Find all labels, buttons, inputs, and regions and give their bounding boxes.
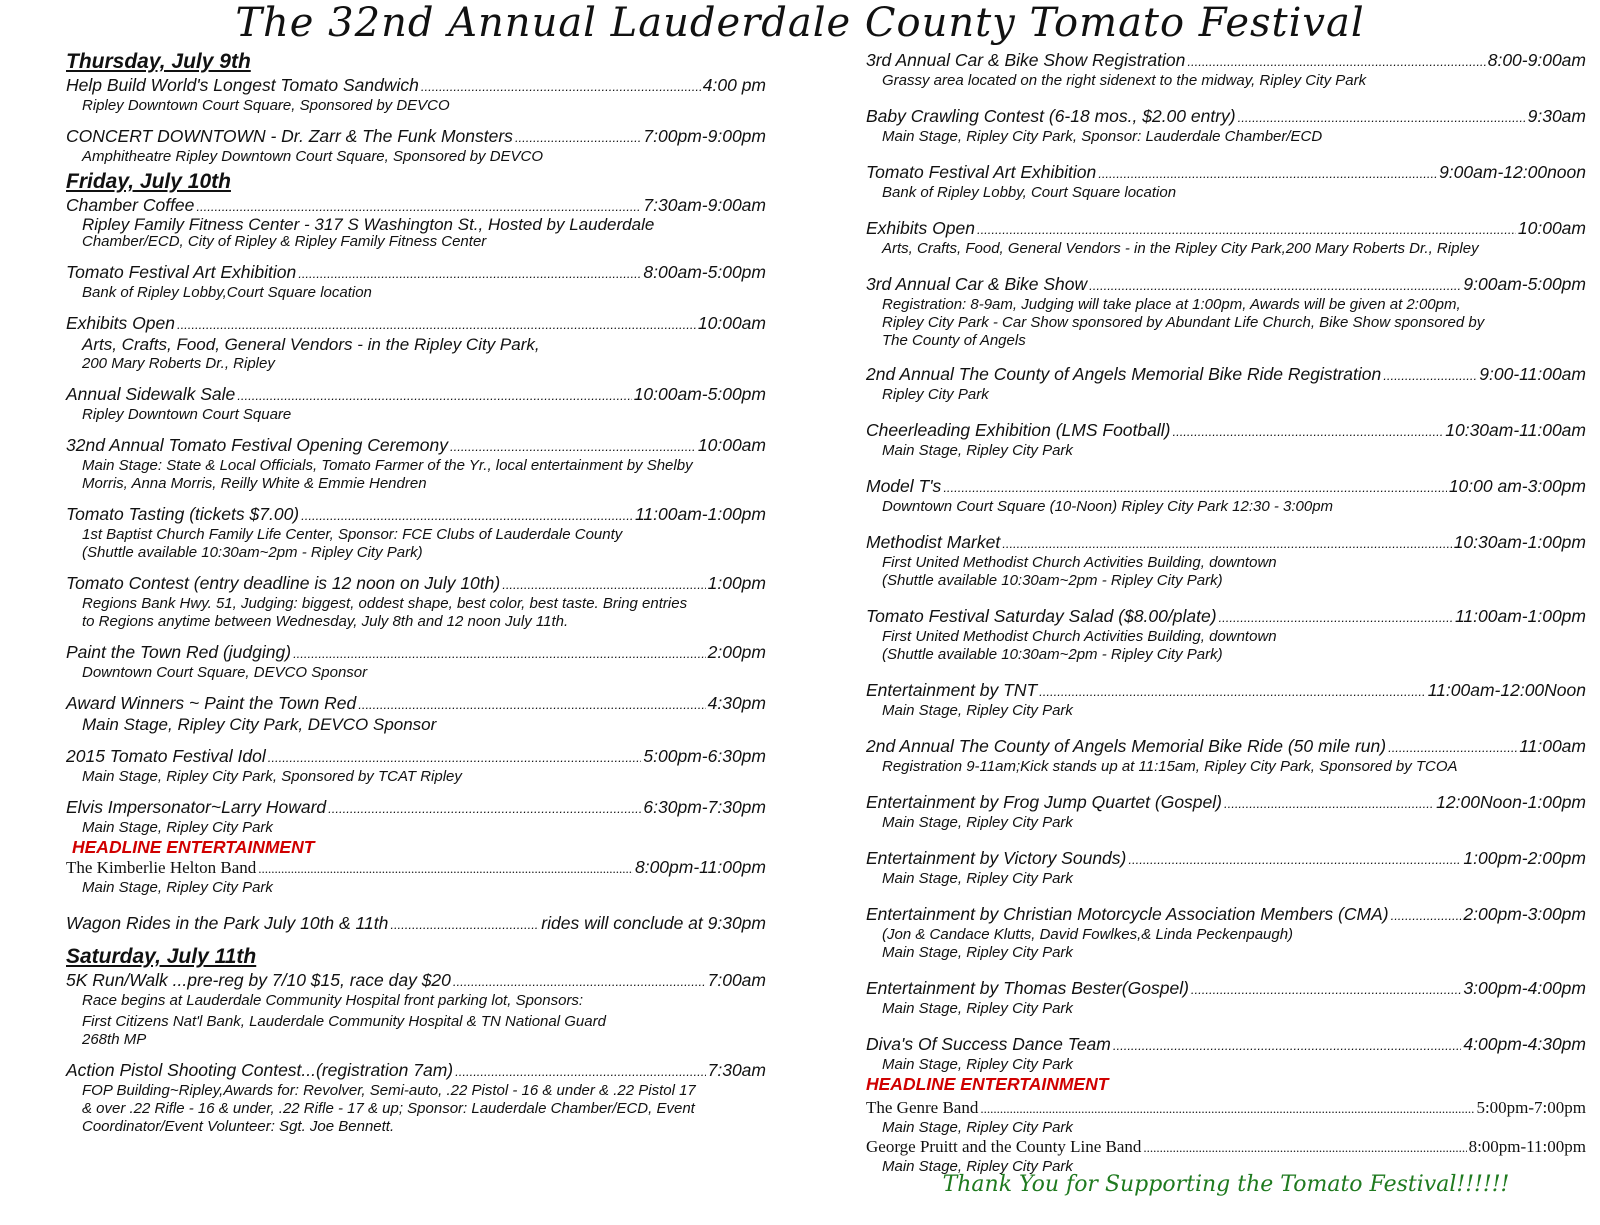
event-detail: Main Stage, Ripley City Park — [882, 1158, 1073, 1175]
day-heading-thursday: Thursday, July 9th — [66, 50, 251, 73]
event-time: 5:00pm-6:30pm — [643, 746, 766, 766]
event-time: 10:00am — [697, 435, 766, 455]
event-name: George Pruitt and the County Line Band — [866, 1137, 1142, 1156]
event-detail: Main Stage, Ripley City Park — [882, 1000, 1073, 1017]
event-detail: Bank of Ripley Lobby, Court Square location — [882, 184, 1177, 201]
event-victory-sounds — [866, 848, 1586, 888]
page-title: The 32nd Annual Lauderdale County Tomato Festival — [235, 0, 1365, 46]
event-detail: Ripley City Park — [882, 386, 989, 403]
event-exhibits-open — [66, 313, 766, 373]
event-time: 8:00-9:00am — [1487, 50, 1586, 70]
event-detail: 268th MP — [82, 1031, 147, 1048]
event-detail: Main Stage, Ripley City Park, Sponsor: Lauderdale Chamber/ECD — [882, 128, 1323, 145]
event-detail: Morris, Anna Morris, Reilly White & Emmie Hendren — [82, 475, 427, 492]
event-detail: Registration: 8-9am, Judging will take place at 1:00pm, Awards will be given at 2:00pm, — [882, 296, 1461, 313]
event-time: 10:00am-5:00pm — [633, 384, 766, 404]
event-opening-ceremony — [66, 435, 766, 493]
event-time: 6:30pm-7:30pm — [643, 797, 766, 817]
event-thomas-bester — [866, 978, 1586, 1018]
event-detail: Ripley Family Fitness Center - 317 S Washington St., Hosted by Lauderdale — [82, 215, 655, 234]
event-name: Baby Crawling Contest (6-18 mos., $2.00 entry) — [866, 106, 1236, 126]
event-detail: Main Stage: State & Local Officials, Tomato Farmer of the Yr., local entertainment by Shelby — [82, 457, 693, 474]
event-name: Paint the Town Red (judging) — [66, 642, 292, 662]
event-detail: Registration 9-11am;Kick stands up at 11:15am, Ripley City Park, Sponsored by TCOA — [882, 758, 1458, 775]
event-detail: (Jon & Candace Klutts, David Fowlkes,& Linda Peckenpaugh) — [882, 926, 1294, 943]
event-name: Exhibits Open — [66, 313, 175, 333]
event-name: Chamber Coffee — [66, 195, 195, 215]
event-name: 2nd Annual The County of Angels Memorial Bike Ride Registration — [866, 364, 1382, 384]
event-name: Elvis Impersonator~Larry Howard — [66, 797, 327, 817]
event-detail: Main Stage, Ripley City Park — [82, 879, 273, 896]
event-time: 9:00-11:00am — [1479, 364, 1586, 384]
event-name: Cheerleading Exhibition (LMS Football) — [866, 420, 1171, 440]
event-tomato-contest — [66, 573, 766, 631]
event-time: 11:00am-1:00pm — [1454, 606, 1586, 626]
event-detail: (Shuttle available 10:30am~2pm - Ripley City Park) — [882, 646, 1223, 663]
event-detail: Regions Bank Hwy. 51, Judging: biggest, oddest shape, best color, best taste. Bring entries — [82, 595, 688, 612]
event-name: The Genre Band — [866, 1098, 979, 1117]
event-detail: & over .22 Rifle - 16 & under, .22 Rifle - 17 & up; Sponsor: Lauderdale Chamber/ECD, Event — [82, 1100, 695, 1117]
event-detail: First United Methodist Church Activities Building, downtown — [882, 554, 1277, 571]
event-time: 4:00 pm — [702, 75, 766, 95]
event-detail: Downtown Court Square (10-Noon) Ripley City Park 12:30 - 3:00pm — [882, 498, 1334, 515]
event-time: 8:00pm-11:00pm — [634, 857, 766, 877]
event-name: Entertainment by Christian Motorcycle Association Members (CMA) — [866, 904, 1389, 924]
event-time: 12:00Noon-1:00pm — [1436, 792, 1586, 812]
event-detail: Chamber/ECD, City of Ripley & Ripley Family Fitness Center — [82, 233, 487, 250]
event-frog-jump — [866, 792, 1586, 832]
event-name: Tomato Festival Art Exhibition — [66, 262, 297, 282]
event-detail: Ripley City Park - Car Show sponsored by Abundant Life Church, Bike Show sponsored by — [882, 314, 1485, 331]
event-name: Diva's Of Success Dance Team — [866, 1034, 1111, 1054]
event-time: 7:00am — [707, 970, 766, 990]
event-detail: Main Stage, Ripley City Park — [82, 819, 273, 836]
event-time: 7:00pm-9:00pm — [643, 126, 766, 146]
event-detail: First United Methodist Church Activities Building, downtown — [882, 628, 1277, 645]
event-name: Help Build World's Longest Tomato Sandwich — [66, 75, 419, 95]
event-time: 4:30pm — [707, 693, 766, 713]
event-detail: (Shuttle available 10:30am~2pm - Ripley City Park) — [882, 572, 1223, 589]
event-award-winners — [66, 693, 766, 735]
event-chamber-coffee — [66, 195, 766, 251]
event-bike-ride — [866, 736, 1586, 776]
event-name: Entertainment by Victory Sounds) — [866, 848, 1127, 868]
event-detail: 1st Baptist Church Family Life Center, Sponsor: FCE Clubs of Lauderdale County — [82, 526, 623, 543]
event-time: 8:00pm-11:00pm — [1468, 1137, 1586, 1156]
event-time: 1:00pm — [707, 573, 766, 593]
event-time: 9:00am-12:00noon — [1439, 162, 1586, 182]
event-name: 2nd Annual The County of Angels Memorial Bike Ride (50 mile run) — [866, 736, 1387, 756]
event-name: Wagon Rides in the Park July 10th & 11th — [66, 913, 389, 933]
event-name: Model T's — [866, 476, 942, 496]
event-detail: (Shuttle available 10:30am~2pm - Ripley City Park) — [82, 544, 423, 561]
event-detail: Main Stage, Ripley City Park, DEVCO Sponsor — [82, 715, 437, 734]
event-sandwich — [66, 75, 766, 115]
event-name: Tomato Festival Art Exhibition — [866, 162, 1097, 182]
event-bike-ride-registration — [866, 364, 1586, 404]
event-festival-idol — [66, 746, 766, 786]
event-detail: Bank of Ripley Lobby,Court Square location — [82, 284, 372, 301]
event-detail: 200 Mary Roberts Dr., Ripley — [82, 355, 275, 372]
event-baby-crawling — [866, 106, 1586, 146]
event-george-pruitt — [866, 1137, 1586, 1176]
event-time: 10:30am-1:00pm — [1453, 532, 1586, 552]
event-time: 8:00am-5:00pm — [643, 262, 766, 282]
event-time: 4:00pm-4:30pm — [1463, 1034, 1586, 1054]
event-pistol-contest — [66, 1060, 766, 1136]
event-name: Exhibits Open — [866, 218, 975, 238]
event-detail: Coordinator/Event Volunteer: Sgt. Joe Bennett. — [82, 1118, 395, 1135]
event-concert — [66, 126, 766, 166]
event-name: 32nd Annual Tomato Festival Opening Ceremony — [66, 435, 448, 455]
event-5k-run — [66, 970, 766, 1049]
event-time: 9:30am — [1527, 106, 1586, 126]
event-name: The Kimberlie Helton Band — [66, 858, 257, 877]
event-time: rides will conclude at 9:30pm — [541, 913, 766, 933]
event-model-t — [866, 476, 1586, 516]
event-divas — [866, 1034, 1586, 1074]
event-name: Tomato Tasting (tickets $7.00) — [66, 504, 300, 524]
event-detail: First Citizens Nat'l Bank, Lauderdale Community Hospital & TN National Guard — [82, 1013, 606, 1030]
event-detail: Race begins at Lauderdale Community Hospital front parking lot, Sponsors: — [82, 992, 584, 1009]
event-detail: Main Stage, Ripley City Park — [882, 1056, 1073, 1073]
event-detail: The County of Angels — [882, 332, 1026, 349]
event-detail: Main Stage, Ripley City Park — [882, 1119, 1073, 1136]
event-name: Entertainment by Thomas Bester(Gospel) — [866, 978, 1189, 998]
event-time: 7:30am-9:00am — [643, 195, 766, 215]
event-methodist-market — [866, 532, 1586, 590]
event-detail: Amphitheatre Ripley Downtown Court Square, Sponsored by DEVCO — [82, 148, 544, 165]
event-paint-town — [66, 642, 766, 682]
headline-label-saturday: HEADLINE ENTERTAINMENT — [866, 1074, 1109, 1094]
event-name: Tomato Festival Saturday Salad ($8.00/plate) — [866, 606, 1217, 626]
event-name: 3rd Annual Car & Bike Show — [866, 274, 1088, 294]
event-cma — [866, 904, 1586, 962]
event-tomato-tasting — [66, 504, 766, 562]
event-name: 5K Run/Walk ...pre-reg by 7/10 $15, race day $20 — [66, 970, 451, 990]
event-detail: FOP Building~Ripley,Awards for: Revolver, Semi-auto, .22 Pistol - 16 & under & .22 Pistol 17 — [82, 1082, 696, 1099]
event-detail: Downtown Court Square, DEVCO Sponsor — [82, 664, 368, 681]
event-time: 11:00am — [1519, 736, 1586, 756]
event-detail: Ripley Downtown Court Square, Sponsored by DEVCO — [82, 97, 450, 114]
event-detail: to Regions anytime between Wednesday, July 8th and 12 noon July 11th. — [82, 613, 569, 630]
event-name: Action Pistol Shooting Contest...(registration 7am) — [66, 1060, 454, 1080]
event-time: 10:00am — [697, 313, 766, 333]
headline-label-friday: HEADLINE ENTERTAINMENT — [72, 837, 315, 857]
event-elvis — [66, 797, 766, 837]
event-time: 10:30am-11:00am — [1445, 420, 1586, 440]
event-detail: Main Stage, Ripley City Park — [882, 870, 1073, 887]
event-name: Tomato Contest (entry deadline is 12 noon on July 10th) — [66, 573, 501, 593]
event-time: 5:00pm-7:00pm — [1476, 1098, 1586, 1117]
event-detail: Arts, Crafts, Food, General Vendors - in the Ripley City Park, — [82, 335, 540, 354]
event-art-exhibition — [66, 262, 766, 302]
event-exhibits-open-sat — [866, 218, 1586, 258]
day-heading-friday: Friday, July 10th — [66, 170, 231, 193]
left-column — [66, 46, 766, 1136]
event-car-bike-show — [866, 274, 1586, 350]
event-time: 11:00am-12:00Noon — [1427, 680, 1586, 700]
event-tnt — [866, 680, 1586, 720]
event-car-show-registration — [866, 50, 1586, 90]
day-heading-saturday: Saturday, July 11th — [66, 945, 257, 968]
event-detail: Main Stage, Ripley City Park — [882, 814, 1073, 831]
event-time: 2:00pm — [707, 642, 766, 662]
event-detail: Main Stage, Ripley City Park — [882, 442, 1073, 459]
event-time: 2:00pm-3:00pm — [1463, 904, 1586, 924]
event-detail: Main Stage, Ripley City Park — [882, 944, 1073, 961]
event-name: CONCERT DOWNTOWN - Dr. Zarr & The Funk Monsters — [66, 126, 513, 146]
thank-you-footer: Thank You for Supporting the Tomato Festival!!!!!! — [942, 1172, 1510, 1197]
event-time: 10:00 am-3:00pm — [1448, 476, 1586, 496]
event-kimberlie-helton — [66, 857, 766, 897]
event-name: 3rd Annual Car & Bike Show Registration — [866, 50, 1186, 70]
event-time: 9:00am-5:00pm — [1463, 274, 1586, 294]
event-time: 1:00pm-2:00pm — [1463, 848, 1586, 868]
event-genre-band — [866, 1098, 1586, 1137]
event-name: Annual Sidewalk Sale — [66, 384, 236, 404]
event-detail: Grassy area located on the right sidenext to the midway, Ripley City Park — [882, 72, 1367, 89]
event-saturday-salad — [866, 606, 1586, 664]
event-detail: Arts, Crafts, Food, General Vendors - in the Ripley City Park,200 Mary Roberts Dr., Ripley — [882, 240, 1479, 257]
event-cheerleading — [866, 420, 1586, 460]
event-name: Methodist Market — [866, 532, 1001, 552]
event-art-exhibition-sat — [866, 162, 1586, 202]
event-detail: Main Stage, Ripley City Park — [882, 702, 1073, 719]
event-detail: Main Stage, Ripley City Park, Sponsored by TCAT Ripley — [82, 768, 462, 785]
event-name: Entertainment by TNT — [866, 680, 1038, 700]
event-sidewalk-sale — [66, 384, 766, 424]
event-name: 2015 Tomato Festival Idol — [66, 746, 266, 766]
event-time: 7:30am — [707, 1060, 766, 1080]
event-name: Entertainment by Frog Jump Quartet (Gospel) — [866, 792, 1222, 812]
event-wagon-rides — [66, 913, 766, 935]
event-time: 11:00am-1:00pm — [634, 504, 766, 524]
event-time: 10:00am — [1517, 218, 1586, 238]
event-time: 3:00pm-4:00pm — [1463, 978, 1586, 998]
event-name: Award Winners ~ Paint the Town Red — [66, 693, 357, 713]
right-column — [866, 50, 1586, 1176]
event-detail: Ripley Downtown Court Square — [82, 406, 292, 423]
